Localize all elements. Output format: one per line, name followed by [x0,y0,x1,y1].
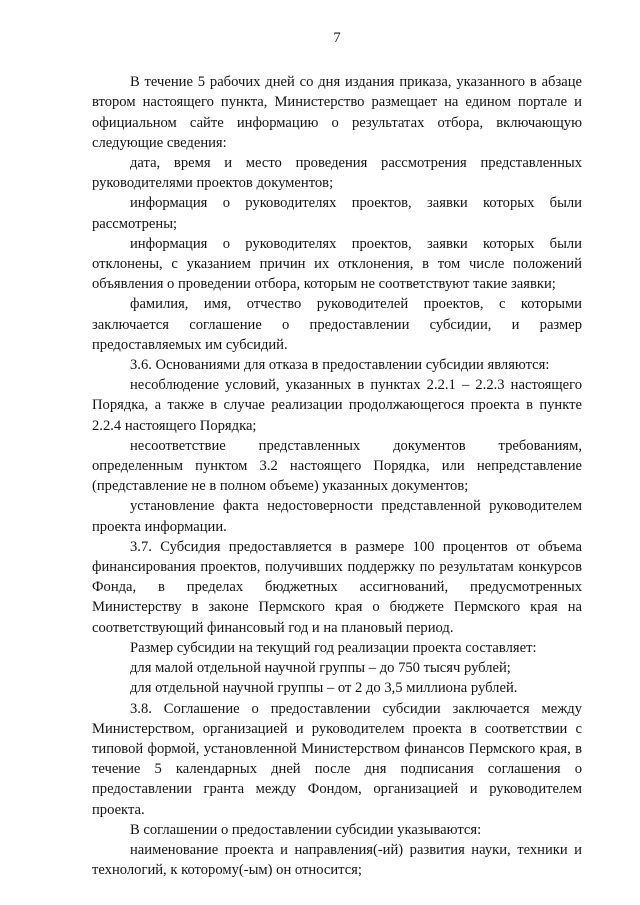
paragraph-refusal-documents: несоответствие представленных документов требованиям, определенным пунктом 3.2 настоящего Порядка, или непредставление (представление не в полном объеме) указанных документов; [92,437,582,495]
paragraph-section-3-7: 3.7. Субсидия предоставляется в размере 100 процентов от объема финансирования проектов, получивших поддержку по результатам конкурсов Фонда, в пределах бюджетных ассигнований, предусмотренных Министерству в законе Пермского края о бюджете Пермского края на соответствующий финансовый год и на плановый период. [92,538,582,636]
paragraph-refusal-conditions: несоблюдение условий, указанных в пунктах 2.2.1 – 2.2.3 настоящего Порядка, а также в случае реализации продолжающегося проекта в пункте 2.2.4 настоящего Порядка; [92,377,582,434]
paragraph-section-3-6: 3.6. Основаниями для отказа в предоставлении субсидии являются: [130,357,550,374]
paragraph-review-date: дата, время и место проведения рассмотрения представленных руководителями проектов документов; [92,155,582,192]
paragraph-rejected-applicants: информация о руководителях проектов, заявки которых были отклонены, с указанием причин их отклонения, в том числе положений объявления о проведении отбора, которым не соответствуют такие заявки; [92,235,582,293]
paragraph-reviewed-applicants: информация о руководителях проектов, заявки которых были рассмотрены; [92,195,582,232]
paragraph-grant-recipients: фамилия, имя, отчество руководителей проектов, с которыми заключается соглашение о предоставлении субсидии, и размер предоставляемых им субсидий. [92,296,582,353]
paragraph-small-group-amount: для малой отдельной научной группы – до 750 тысяч рублей; [130,660,511,677]
paragraph-section-3-8: 3.8. Соглашение о предоставлении субсидии заключается между Министерством, организацией и руководителем проекта в соответствии с типовой формой, установленной Министерством финансов Пермского края, в течение 5 календарных дней после дня подписания соглашения о предоставлении гранта между Фондом, организацией и руководителем проекта. [92,700,582,818]
document-body [92,72,582,880]
paragraph-agreement-contents: В соглашении о предоставлении субсидии указываются: [130,821,482,838]
paragraph-project-name: наименование проекта и направления(-ий) развития науки, техники и технологий, к которому(-ым) он относится; [92,841,582,879]
paragraph-results-publication: В течение 5 рабочих дней со дня издания приказа, указанного в абзаце втором настоящего пункта, Министерство размещает на едином портале и официальном сайте информацию о результатах отбора, включающую следующие сведения: [92,74,582,151]
paragraph-group-amount: для отдельной научной группы – от 2 до 3,5 миллиона рублей. [130,680,518,697]
document-page [92,28,582,880]
page-number: 7 [333,30,341,46]
paragraph-refusal-false-info: установление факта недостоверности представленной руководителем проекта информации. [92,498,582,535]
paragraph-subsidy-amount: Размер субсидии на текущий год реализации проекта составляет: [130,639,537,656]
